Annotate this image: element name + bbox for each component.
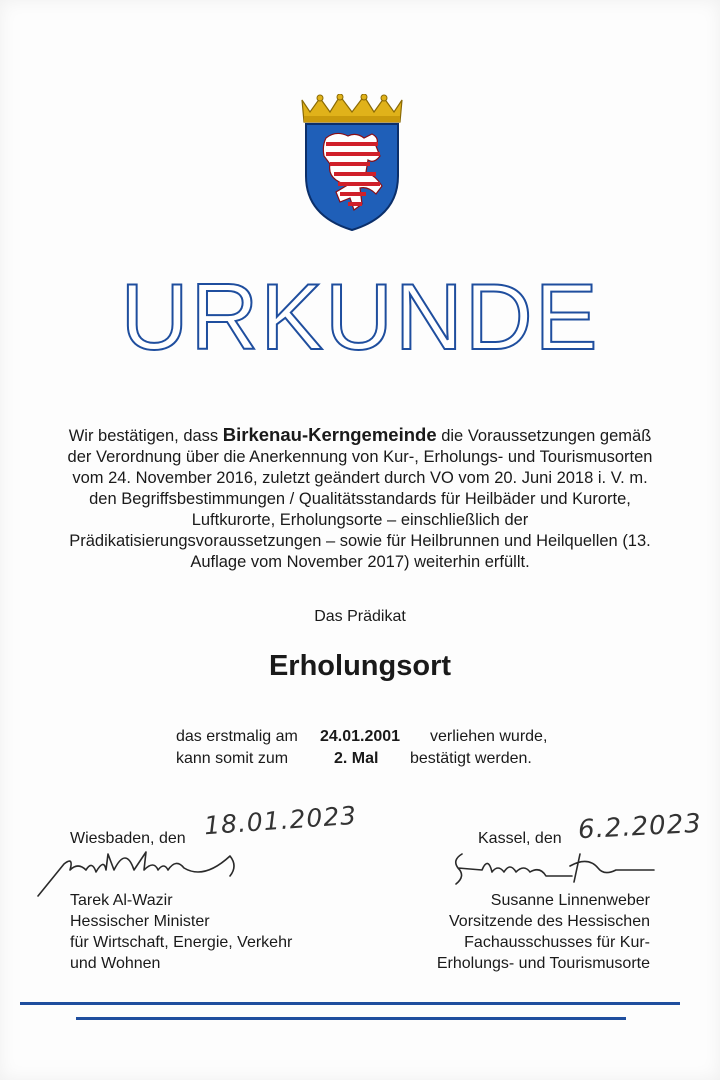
signatory-right-name: Susanne Linnenweber	[490, 892, 650, 909]
handwritten-date-left: 18.01.2023	[203, 800, 358, 841]
signatory-right-role-2: Fachausschusses für Kur-	[464, 934, 650, 951]
signature-right	[448, 846, 658, 890]
confirmed-count: 2. Mal	[334, 750, 379, 767]
crown-icon	[302, 94, 402, 122]
signatory-right-role-1: Vorsitzende des Hessischen	[449, 913, 650, 930]
body-suffix: die Voraussetzungen gemäß der Verordnung über die Anerkennung von Kur-, Erholungs- und Tourismusorten vom 24. November 2016, zuletzt geändert durch VO vom 20. Juni 2018 i. V. m. den Begriffsbestimmungen / Qualitätsstandards für Heilbäder und Kurorte, Luftkurorte, Erholungsorte – einschließlich der Prädikatisierungsvoraussetzungen – sowie für Heilbrunnen und Heilquellen (13. Auflage vom November 2017) weiterhin erfüllt.	[67, 427, 653, 571]
municipality-name: Birkenau-Kerngemeinde	[222, 424, 437, 445]
certificate-title: URKUNDE	[120, 264, 600, 369]
signatory-right	[437, 890, 650, 974]
place-date-right: Kassel, den	[478, 830, 562, 847]
first-awarded-suffix: verliehen wurde,	[430, 728, 548, 745]
first-awarded-prefix: das erstmalig am	[176, 728, 298, 745]
signatory-left	[70, 890, 292, 974]
confirmed-suffix: bestätigt werden.	[410, 750, 532, 767]
signatory-left-role-3: und Wohnen	[70, 955, 161, 972]
signatory-left-role-1: Hessischer Minister	[70, 913, 210, 930]
footer-rule-top	[20, 1002, 680, 1005]
confirmed-prefix: kann somit zum	[176, 750, 289, 767]
certificate-body	[66, 424, 654, 573]
hesse-coat-of-arms-icon	[296, 94, 408, 232]
body-prefix: Wir bestätigen, dass	[68, 427, 219, 445]
predicate-label: Das Prädikat	[314, 608, 406, 625]
signatory-right-role-3: Erholungs- und Tourismusorte	[436, 955, 650, 972]
signatory-left-role-2: für Wirtschaft, Energie, Verkehr	[70, 934, 293, 951]
footer-rule-bottom	[76, 1017, 626, 1020]
place-date-left: Wiesbaden, den	[70, 830, 186, 847]
predicate-title: Erholungsort	[268, 650, 452, 682]
first-awarded-date: 24.01.2001	[320, 728, 401, 745]
handwritten-date-right: 6.2.2023	[577, 808, 703, 846]
signatory-left-name: Tarek Al-Wazir	[70, 892, 173, 909]
